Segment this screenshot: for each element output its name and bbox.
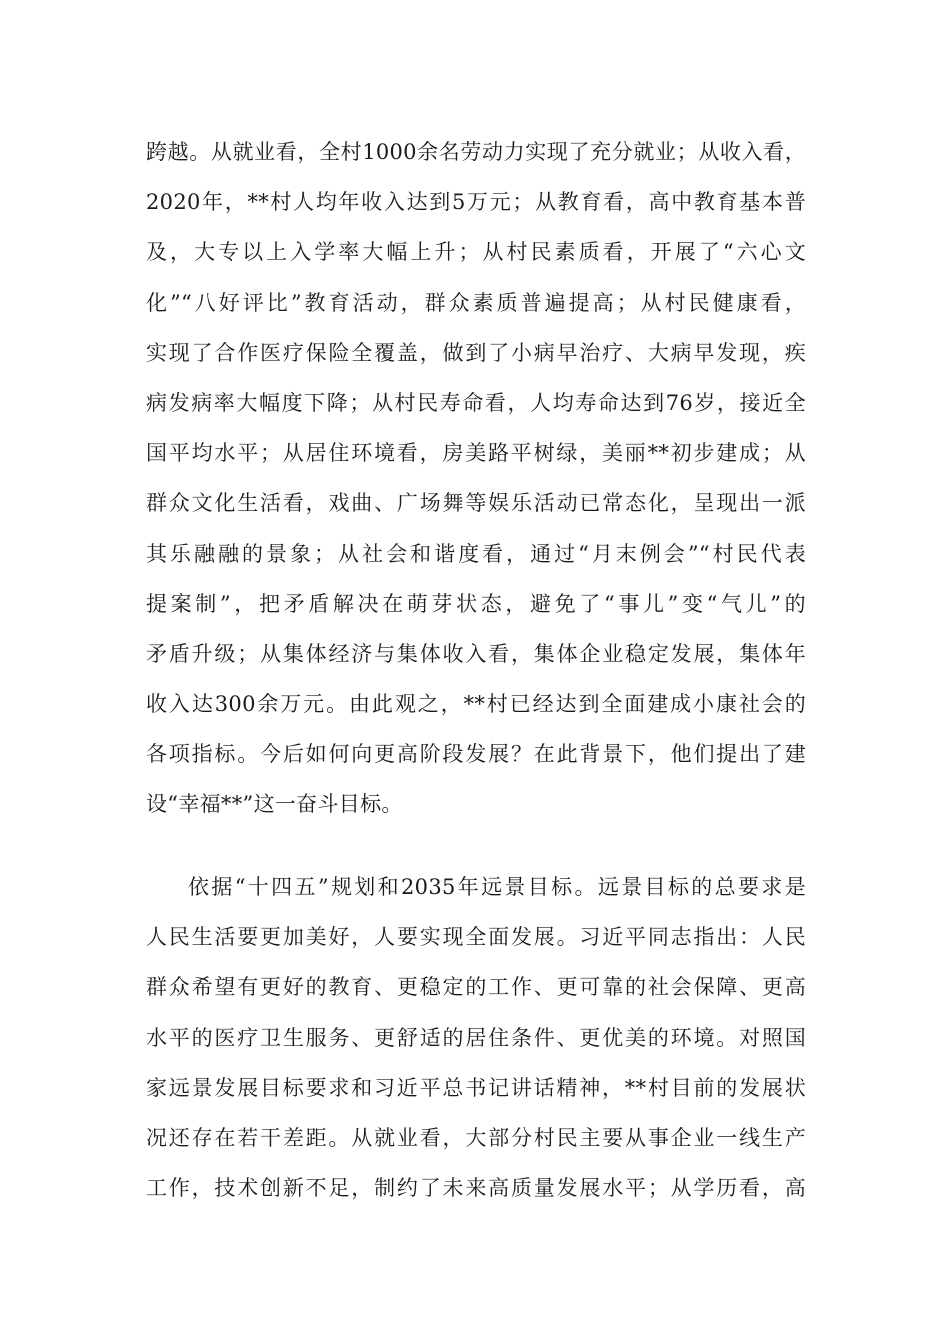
paragraph-line: 依据“十四五”规划和2035年远景目标。远景目标的总要求是 (188, 875, 806, 899)
paragraph-2 (146, 862, 806, 1213)
paragraph-line: 人民生活要更加美好，人要实现全面发展。习近平同志指出：人民 (146, 925, 806, 950)
paragraph-line: 设“幸福**”这一奋斗目标。 (146, 792, 403, 817)
paragraph-line: 工作，技术创新不足，制约了未来高质量发展水平；从学历看，高 (146, 1176, 806, 1201)
paragraph-line: 跨越。从就业看，全村1000余名劳动力实现了充分就业；从收入看， (146, 140, 806, 164)
paragraph-line: 国平均水平；从居住环境看，房美路平树绿，美丽**初步建成；从 (146, 441, 806, 466)
paragraph-line: 矛盾升级；从集体经济与集体收入看，集体企业稳定发展，集体年 (146, 641, 806, 666)
paragraph-line: 及，大专以上入学率大幅上升；从村民素质看，开展了“六心文 (146, 240, 806, 265)
paragraph-line: 2020年，**村人均年收入达到5万元；从教育看，高中教育基本普 (146, 190, 806, 215)
paragraph-line: 收入达300余万元。由此观之，**村已经达到全面建成小康社会的 (146, 692, 806, 717)
paragraph-line: 化”“八好评比”教育活动，群众素质普遍提高；从村民健康看， (146, 290, 806, 315)
paragraph-line: 各项指标。今后如何向更高阶段发展？在此背景下，他们提出了建 (146, 742, 806, 767)
paragraph-line: 提案制”，把矛盾解决在萌芽状态，避免了“事儿”变“气儿”的 (146, 591, 806, 616)
paragraph-line: 水平的医疗卫生服务、更舒适的居住条件、更优美的环境。对照国 (146, 1025, 806, 1050)
paragraph-line: 群众希望有更好的教育、更稳定的工作、更可靠的社会保障、更高 (146, 975, 806, 1000)
paragraph-line: 实现了合作医疗保险全覆盖，做到了小病早治疗、大病早发现，疾 (146, 340, 806, 365)
paragraph-line: 况还存在若干差距。从就业看，大部分村民主要从事企业一线生产 (146, 1125, 806, 1150)
paragraph-line: 家远景发展目标要求和习近平总书记讲话精神，**村目前的发展状 (146, 1075, 806, 1100)
paragraph-line: 其乐融融的景象；从社会和谐度看，通过“月末例会”“村民代表 (146, 541, 806, 566)
paragraph-1 (146, 127, 806, 830)
paragraph-line: 群众文化生活看，戏曲、广场舞等娱乐活动已常态化，呈现出一派 (146, 491, 806, 516)
paragraph-line: 病发病率大幅度下降；从村民寿命看，人均寿命达到76岁，接近全 (146, 390, 806, 415)
